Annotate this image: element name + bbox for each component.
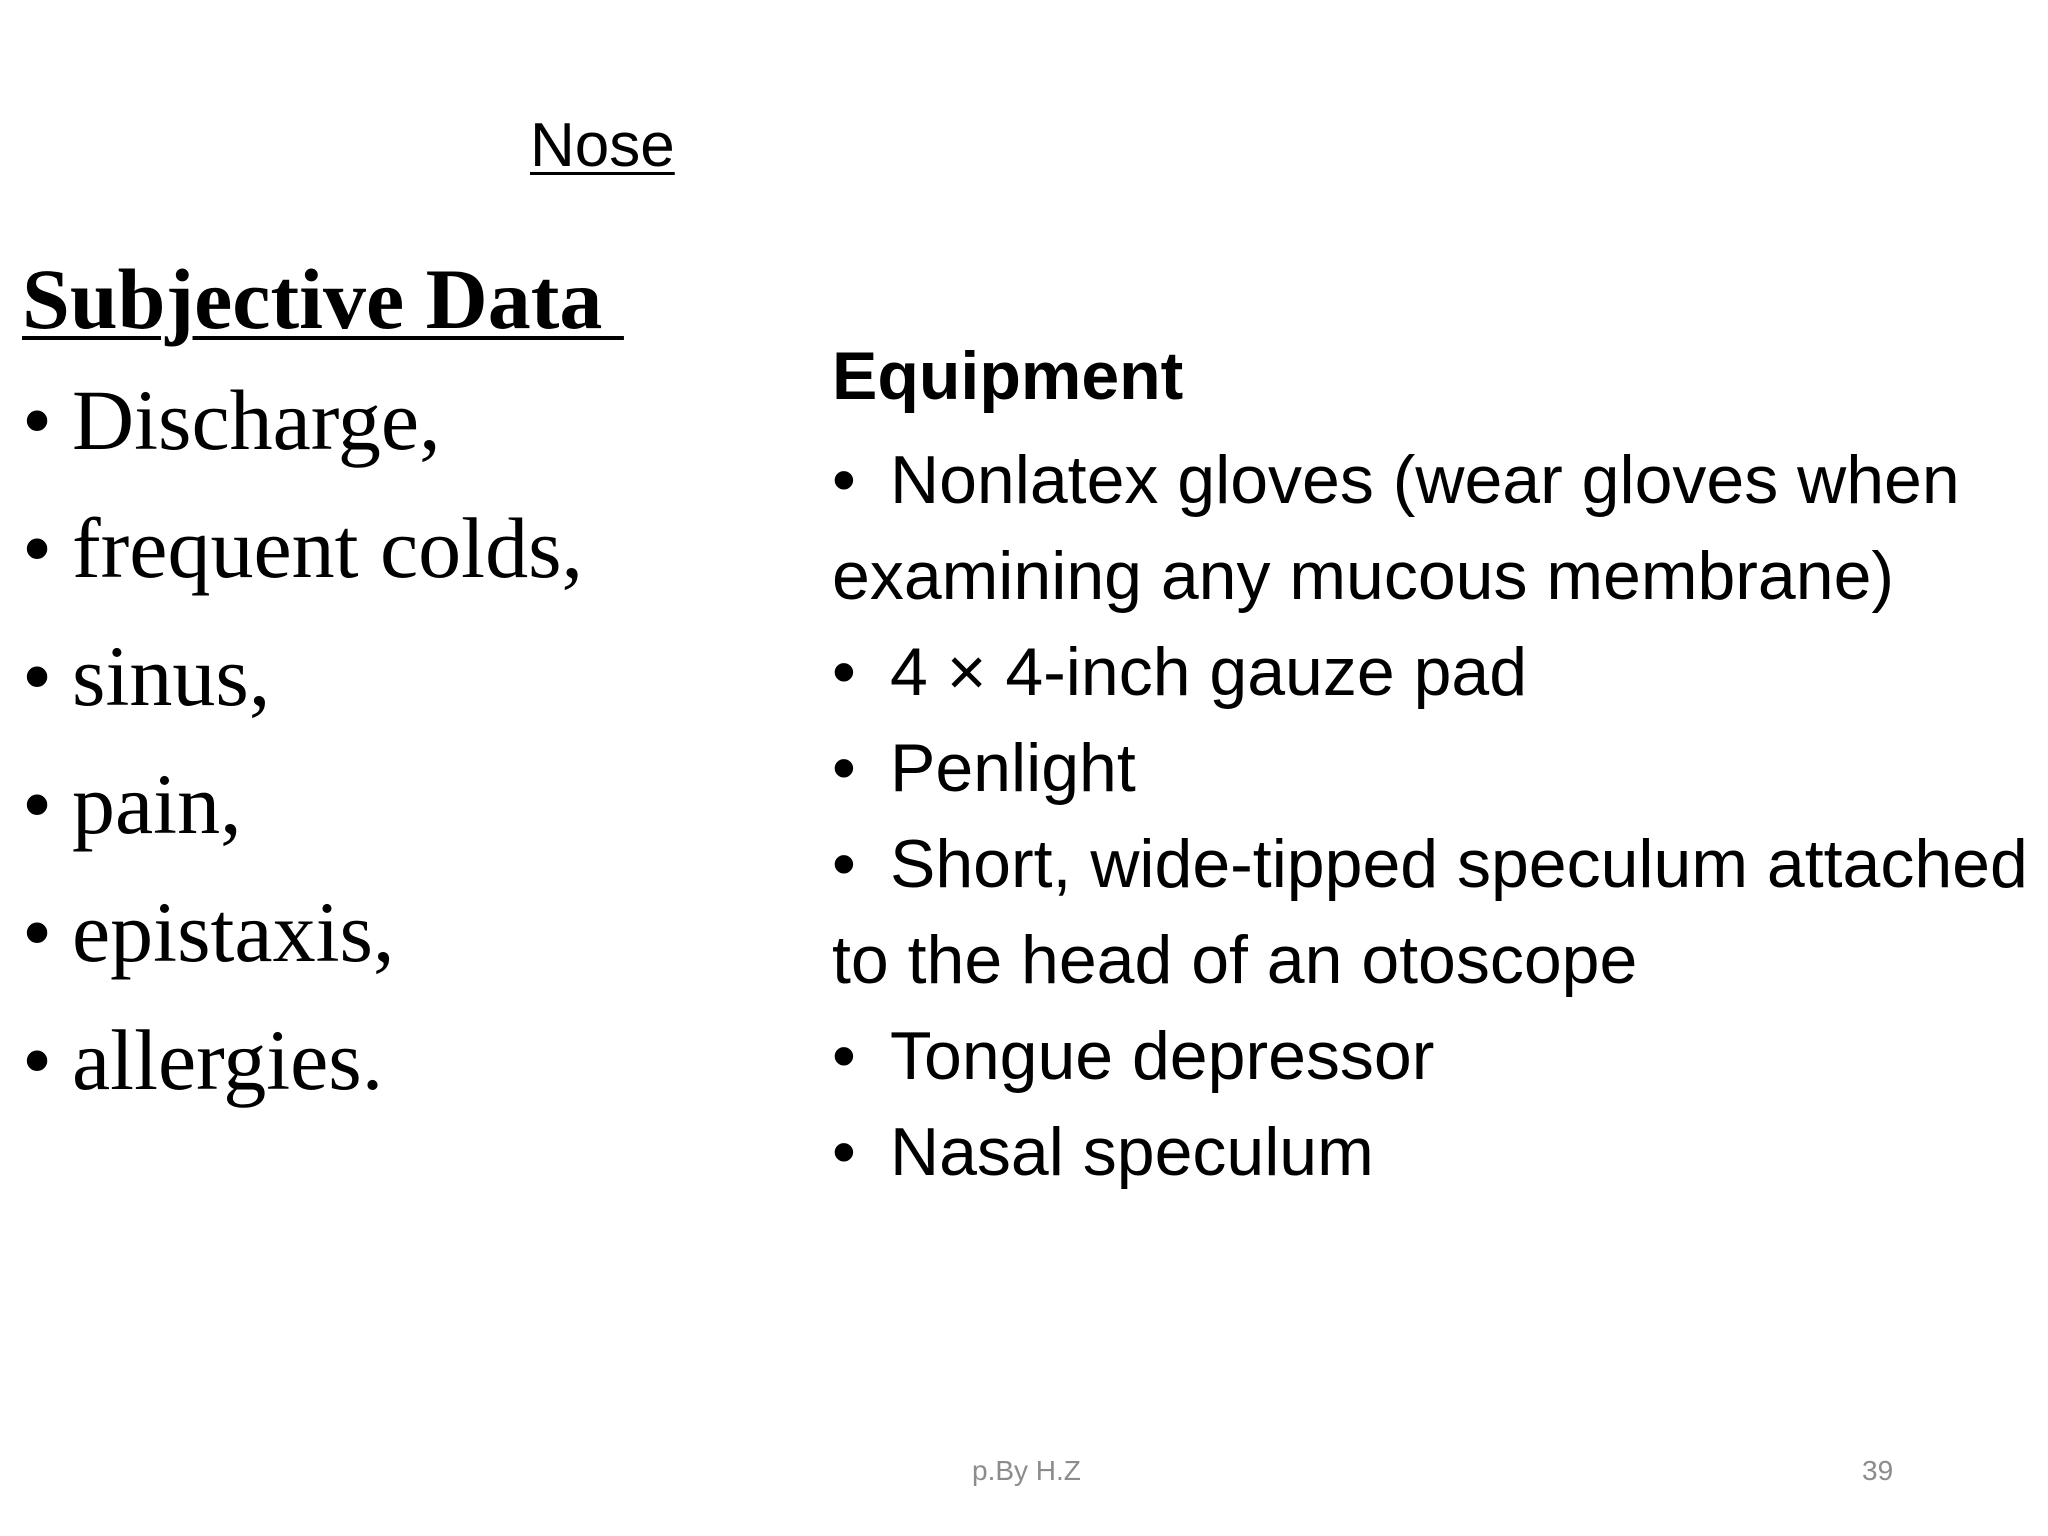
list-item: [832, 624, 2032, 720]
subjective-data-list: [22, 356, 782, 1124]
slide-title: Nose: [530, 111, 675, 180]
bullet-icon: •: [832, 826, 856, 902]
list-item: [22, 868, 782, 996]
list-item-text: epistaxis,: [72, 884, 395, 980]
list-item: [832, 720, 2032, 816]
list-item-text: allergies.: [72, 1012, 384, 1108]
bullet-icon: •: [22, 628, 53, 724]
equipment-section: [832, 336, 2032, 1200]
list-item: [22, 484, 782, 612]
bullet-icon: •: [22, 1012, 53, 1108]
subjective-data-section: [22, 250, 782, 1124]
bullet-icon: •: [22, 756, 53, 852]
equipment-list: [832, 432, 2032, 1200]
bullet-icon: •: [22, 372, 53, 468]
bullet-icon: •: [832, 442, 856, 518]
equipment-heading: Equipment: [832, 338, 1184, 414]
list-item: [22, 356, 782, 484]
bullet-icon: •: [832, 730, 856, 806]
list-item: [832, 432, 2032, 624]
list-item-text: frequent colds,: [72, 500, 584, 596]
bullet-icon: •: [22, 884, 53, 980]
list-item: [22, 996, 782, 1124]
page-number: 39: [1862, 1455, 1894, 1486]
list-item: [22, 612, 782, 740]
list-item: [22, 740, 782, 868]
bullet-icon: •: [832, 1114, 856, 1190]
list-item-text: Nonlatex gloves (wear gloves when examining any mucous membrane): [832, 442, 1960, 614]
list-item-text: Tongue depressor: [890, 1018, 1435, 1094]
list-item: [832, 816, 2032, 1008]
list-item-text: 4 × 4-inch gauze pad: [890, 634, 1528, 710]
bullet-icon: •: [22, 500, 53, 596]
footer-author: p.By H.Z: [972, 1455, 1081, 1486]
list-item-text: Penlight: [890, 730, 1136, 806]
bullet-icon: •: [832, 634, 856, 710]
list-item-text: sinus,: [72, 628, 271, 724]
list-item: [832, 1008, 2032, 1104]
list-item-text: pain,: [72, 756, 242, 852]
list-item-text: Discharge,: [72, 372, 441, 468]
bullet-icon: •: [832, 1018, 856, 1094]
subjective-data-heading: Subjective Data: [22, 251, 624, 347]
list-item: [832, 1104, 2032, 1200]
list-item-text: Short, wide-tipped speculum attached to the head of an otoscope: [832, 826, 2028, 998]
list-item-text: Nasal speculum: [890, 1114, 1374, 1190]
